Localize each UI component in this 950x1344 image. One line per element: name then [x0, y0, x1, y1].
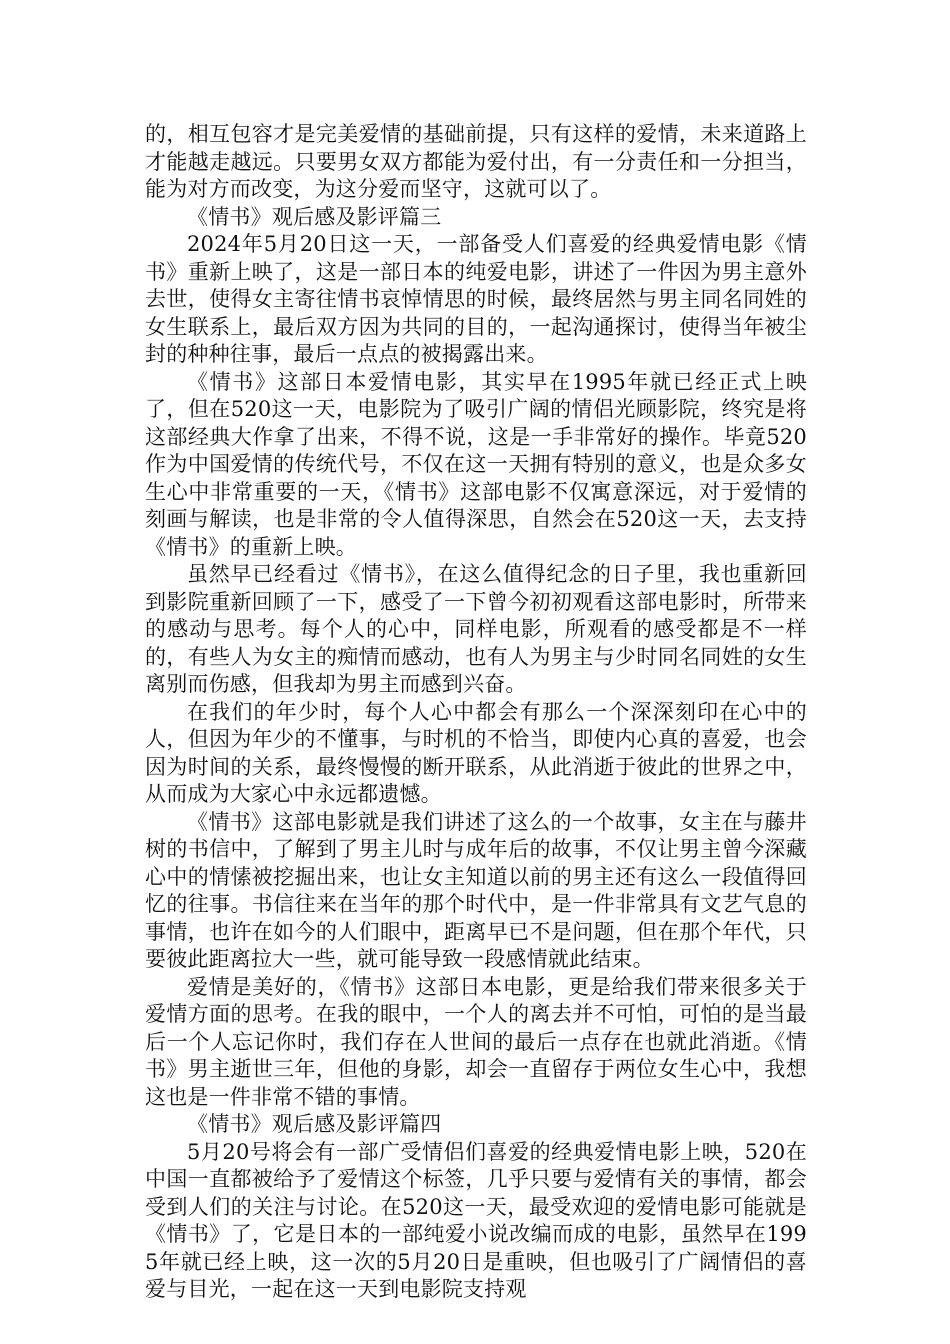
section-heading-part-three: 《情书》观后感及影评篇三: [187, 204, 442, 229]
paragraph: 《情书》这部电影就是我们讲述了这么的一个故事，女主在与藤井树的书信中，了解到了男主儿时与成年后的故事，不仅让男主曾今深藏心中的情愫被挖掘出来，也让女主知道以前的男主还有这么一段值得回忆的往事。书信往来在当年的那个时代中，是一件非常具有文艺气息的事情，也许在如今的人们眼中，距离早已不是问题，但在那个年代，只要彼此距离拉大一些，就可能导致一段感情就此结束。: [145, 809, 807, 971]
paragraph: 虽然早已经看过《情书》，在这么值得纪念的日子里，我也重新回到影院重新回顾了一下，感受了一下曾今初初观看这部电影时，所带来的感动与思考。每个人的心中，同样电影，所观看的感受都是不一样的，有些人为女主的痴情而感动，也有人为男主与少时同名同姓的女生离别而伤感，但我却为男主而感到兴奋。: [145, 562, 807, 696]
paragraph: 爱情是美好的，《情书》这部日本电影，更是给我们带来很多关于爱情方面的思考。在我的眼中，一个人的离去并不可怕，可怕的是当最后一个人忘记你时，我们存在人世间的最后一点存在也就此消逝。《情书》男主逝世三年，但他的身影，却会一直留存于两位女生心中，我想这也是一件非常不错的事情。: [145, 974, 807, 1109]
section-heading-part-four: 《情书》观后感及影评篇四: [187, 1112, 442, 1136]
paragraph: 在我们的年少时，每个人心中都会有那么一个深深刻印在心中的人，但因为年少的不懂事，与时机的不恰当，即使内心真的喜爱，也会因为时间的关系，最终慢慢的断开联系，从此消逝于彼此的世界之中，从而成为大家心中永远都遗憾。: [145, 699, 807, 806]
paragraph: 2024年5月20日这一天，一部备受人们喜爱的经典爱情电影《情书》重新上映了，这是一部日本的纯爱电影，讲述了一件因为男主意外去世，使得女主寄往情书哀悼情思的时候，最终居然与男主同名同姓的女生联系上，最后双方因为共同的目的，一起沟通探讨，使得当年被尘封的种种往事，最后一点点的被揭露出来。: [145, 232, 807, 366]
paragraph: 5月20号将会有一部广受情侣们喜爱的经典爱情电影上映，520在中国一直都被给予了爱情这个标签，几乎只要与爱情有关的事情，都会受到人们的关注与讨论。在520这一天，最受欢迎的爱情电影可能就是《情书》了，它是日本的一部纯爱小说改编而成的电影，虽然早在1995年就已经上映，这一次的5月20日是重映，但也吸引了广阔情侣的喜爱与目光，一起在这一天到电影院支持观: [145, 1139, 807, 1301]
paragraph: 《情书》这部日本爱情电影，其实早在1995年就已经正式上映了，但在520这一天，电影院为了吸引广阔的情侣光顾影院，终究是将这部经典大作拿了出来，不得不说，这是一手非常好的操作。毕竟520作为中国爱情的传统代号，不仅在这一天拥有特别的意义，也是众多女生心中非常重要的一天，《情书》这部电影不仅寓意深远，对于爱情的刻画与解读，也是非常的令人值得深思，自然会在520这一天，去支持《情书》的重新上映。: [145, 369, 807, 559]
document-page: [145, 121, 807, 1304]
paragraph-continued: 的，相互包容才是完美爱情的基础前提，只有这样的爱情，未来道路上才能越走越远。只要男女双方都能为爱付出，有一分责任和一分担当，能为对方而改变，为这分爱而坚守，这就可以了。: [145, 122, 807, 201]
